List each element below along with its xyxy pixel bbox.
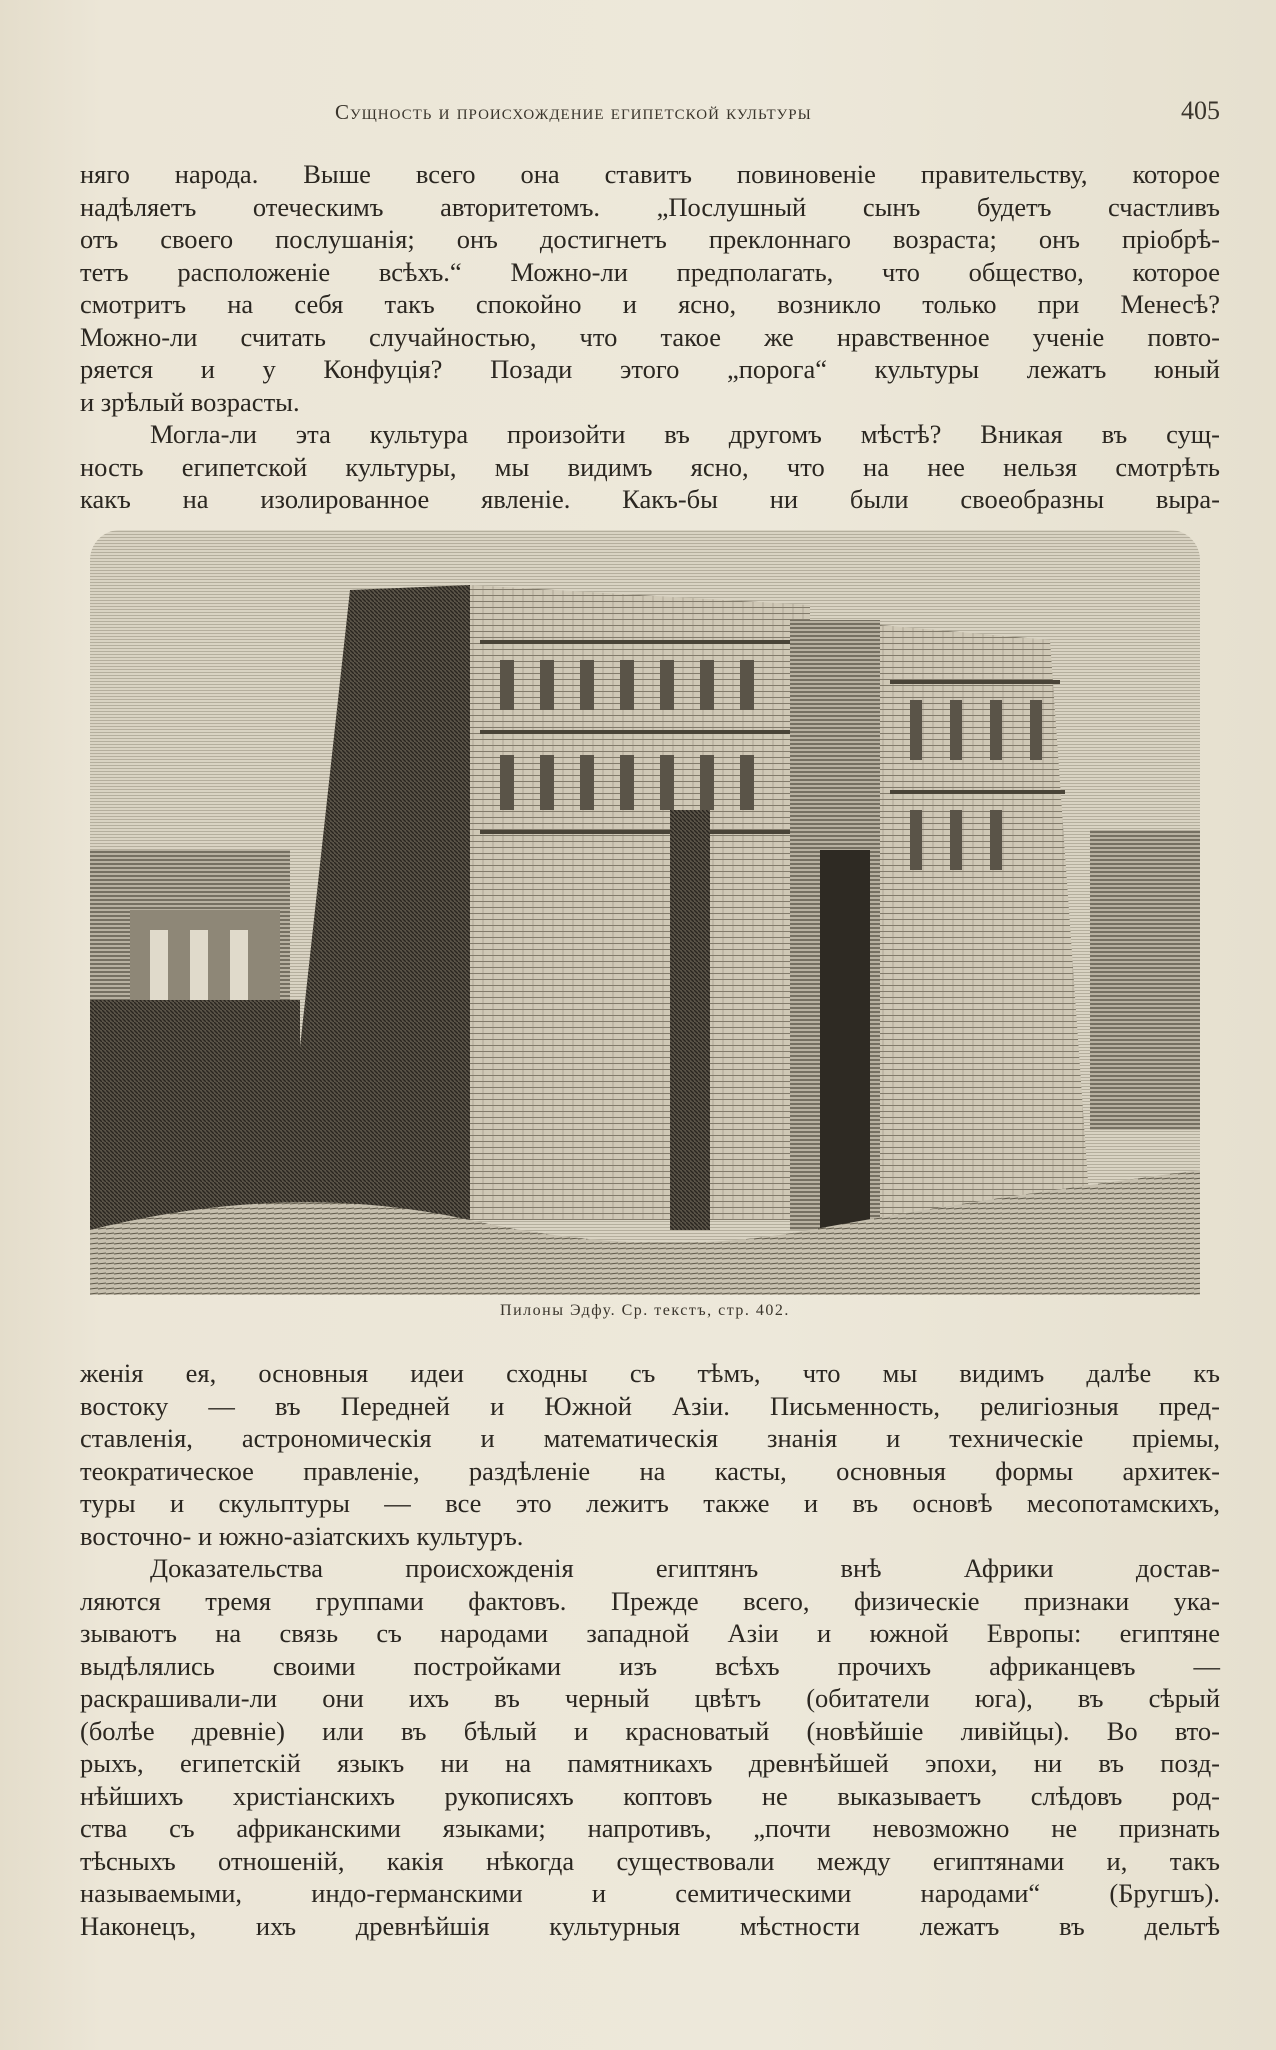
page-header: [80, 96, 1220, 140]
illustration-figure: [90, 530, 1200, 1319]
text-line: надѣляетъ отеческимъ авторитетомъ. „Послушный сынъ будетъ счастливъ: [80, 191, 1220, 222]
text-line: какъ на изолированное явленiе. Какъ-бы ни были своеобразны выра-: [80, 484, 1220, 514]
text-line: выдѣлялись своими постройками изъ всѣхъ прочихъ африканцевъ —: [80, 1650, 1220, 1681]
text-line: няго народа. Выше всего она ставитъ повиновенiе правительству, которое: [80, 159, 1220, 189]
figure-caption: Пилоны Эдфу. Ср. текстъ, стр. 402.: [500, 1302, 790, 1319]
text-line: рыхъ, египетскiй языкъ ни на памятникахъ древнѣйшей эпохи, ни въ позд-: [80, 1748, 1220, 1778]
edfu-pylons-engraving: [90, 530, 1200, 1295]
text-line: Можно-ли считать случайностью, что такое же нравственное ученiе повто-: [80, 321, 1220, 352]
text-line: теократическое правленiе, раздѣленiе на касты, основныя формы архитек-: [80, 1455, 1220, 1486]
text-line: ляются тремя группами фактовъ. Прежде всего, физическiе признаки ука-: [80, 1585, 1220, 1616]
text-line: ставленiя, астрономическiя и математическiя знанiя и техническiе прiемы,: [80, 1423, 1220, 1453]
text-line: нѣйшихъ христiанскихъ рукописяхъ коптовъ не выказываетъ слѣдовъ род-: [80, 1780, 1220, 1811]
text-line: раскрашивали-ли они ихъ въ черный цвѣтъ (обитатели юга), въ сѣрый: [80, 1683, 1220, 1713]
text-line: Могла-ли эта культура произойти въ другомъ мѣстѣ? Вникая въ сущ-: [150, 419, 1220, 449]
page-number: 405: [1181, 96, 1220, 125]
text-line: Наконецъ, ихъ древнѣйшiя культурныя мѣстности лежатъ въ дельтѣ: [80, 1910, 1220, 1941]
text-line: (болѣе древнiе) или въ бѣлый и красноватый (новѣйшiе ливiйцы). Во вто-: [80, 1715, 1220, 1746]
text-line: и зрѣлый возрасты.: [80, 386, 300, 417]
text-line: ность египетской культуры, мы видимъ ясно, что на нее нельзя смотрѣть: [80, 451, 1220, 482]
text-line: туры и скульптуры — все это лежитъ также и въ основѣ месопотамскихъ,: [80, 1488, 1220, 1518]
text-line: ства съ африканскими языками; напротивъ, „почти невозможно не признать: [80, 1813, 1220, 1843]
text-line: зываютъ на связь съ народами западной Азiи и южной Европы: египтяне: [80, 1618, 1220, 1648]
running-title: Сущность и происхождение египетской культуры: [335, 100, 812, 124]
text-line: востоку — въ Передней и Южной Азiи. Письменность, религiозныя пред-: [80, 1390, 1220, 1421]
text-line: смотритъ на себя такъ спокойно и ясно, возникло только при Менесѣ?: [80, 289, 1220, 319]
text-block-top: [80, 158, 1220, 516]
text-line: Доказательства происхожденiя египтянъ внѣ Африки достав-: [150, 1553, 1220, 1583]
text-line: называемыми, индо-германскими и семитическими народами“ (Бругшъ).: [80, 1878, 1220, 1908]
text-line: восточно- и южно-азiатскихъ культуръ.: [80, 1520, 524, 1551]
text-block-bottom: [80, 1357, 1220, 1942]
text-line: отъ своего послушанiя; онъ достигнетъ преклоннаго возраста; онъ прiобрѣ-: [80, 224, 1220, 254]
text-line: ряется и у Конфуцiя? Позади этого „порога“ культуры лежатъ юный: [80, 354, 1220, 384]
text-line: женiя ея, основныя идеи сходны съ тѣмъ, что мы видимъ далѣе къ: [80, 1358, 1220, 1388]
text-line: тѣсныхъ отношенiй, какiя нѣкогда существовали между египтянами и, такъ: [80, 1845, 1220, 1876]
text-line: тетъ расположенiе всѣхъ.“ Можно-ли предполагать, что общество, которое: [80, 256, 1220, 287]
